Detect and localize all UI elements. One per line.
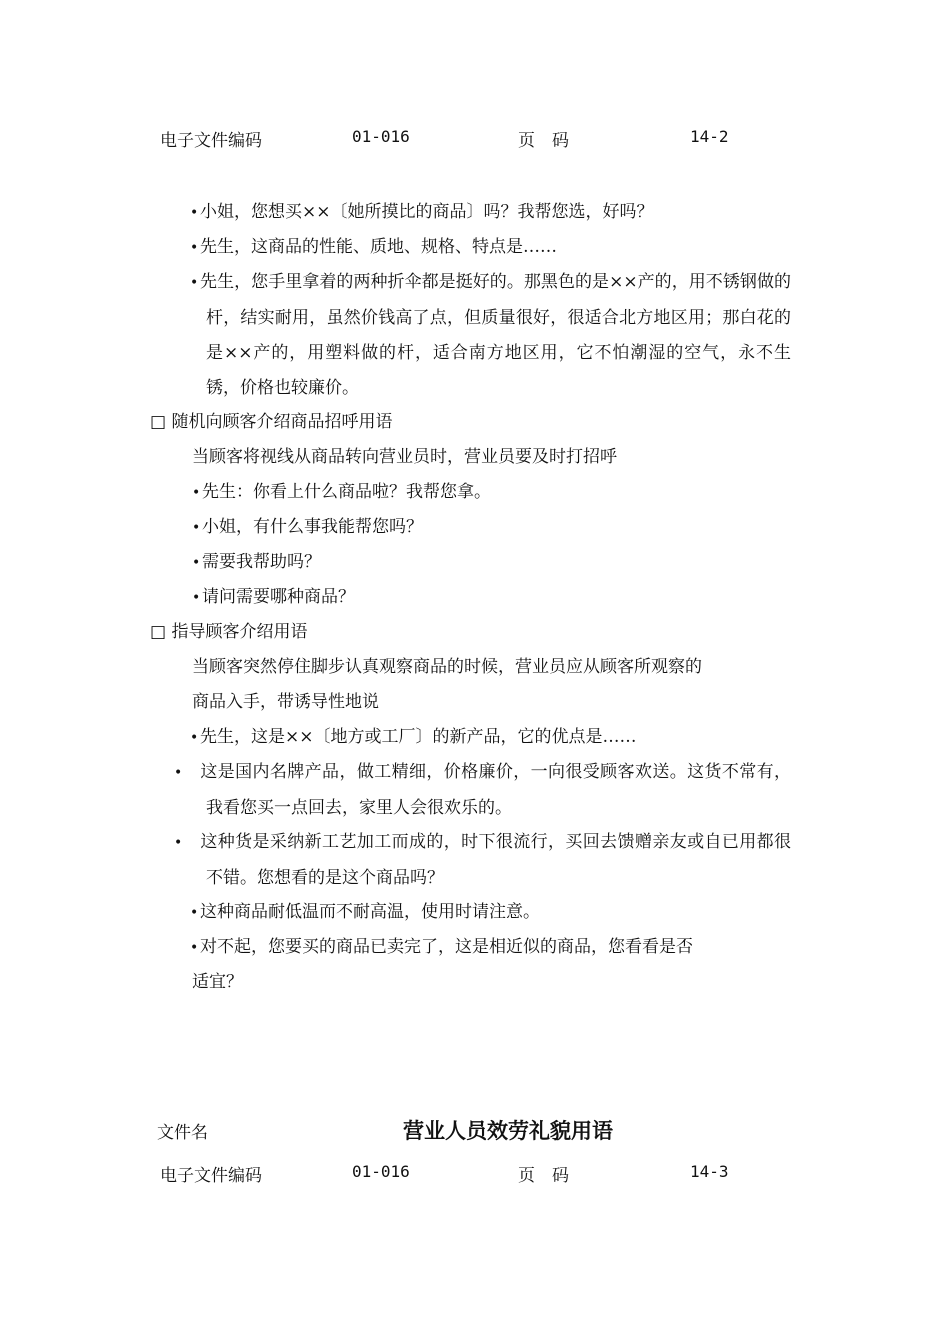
- bullet-item: [192, 510, 782, 546]
- bullet-text: 先生，这是××〔地方或工厂〕的新产品，它的优点是……: [200, 727, 637, 747]
- bullet-item: [192, 475, 782, 511]
- page-value: 14-3: [690, 1162, 729, 1181]
- bullet-dot-icon: •: [174, 765, 183, 781]
- code-label: 电子文件编码: [160, 131, 262, 151]
- bullet-text: 这种货是采纳新工艺加工而成的，时下很流行，买回去馈赠亲友或自已用都很不错。您想看的是这个商品吗？: [200, 832, 791, 888]
- bullet-dot-icon: •: [192, 590, 201, 606]
- bullet-dot-icon: •: [190, 905, 199, 921]
- document-title: 营业人员效劳礼貌用语: [403, 1119, 613, 1143]
- bullet-dot-icon: •: [190, 275, 199, 291]
- bullet-text: 对不起，您要买的商品已卖完了，这是相近似的商品，您看看是否: [200, 937, 693, 957]
- section-heading: □ 随机向顾客介绍商品招呼用语: [150, 412, 393, 432]
- bullet-item: [174, 825, 791, 896]
- bullet-item: [192, 545, 782, 581]
- bullet-text: 先生，您手里拿着的两种折伞都是挺好的。那黑色的是××产的，用不锈钢做的杆，结实耐用，虽然价钱高了点，但质量很好，很适合北方地区用；那白花的是××产的，用塑料做的杆，适合南方地区用，它不怕潮湿的空气，永不生锈，价格也较廉价。: [200, 272, 791, 398]
- bullet-dot-icon: •: [192, 485, 201, 501]
- bullet-text: 小姐，您想买××〔她所摸比的商品〕吗？我帮您选，好吗？: [200, 202, 654, 222]
- code-value: 01-016: [352, 1162, 410, 1181]
- bullet-item: [190, 930, 693, 966]
- bullet-text: 请问需要哪种商品？: [202, 587, 355, 607]
- bullet-item: [190, 720, 780, 756]
- section-lead: 当顾客突然停住脚步认真观察商品的时候，营业员应从顾客所观察的: [192, 657, 702, 677]
- bullet-dot-icon: •: [192, 520, 201, 536]
- bullet-text: 先生：你看上什么商品啦？我帮您拿。: [202, 482, 491, 502]
- bullet-text-continuation: 适宜？: [192, 972, 243, 992]
- section-lead: 商品入手，带诱导性地说: [192, 692, 379, 712]
- bullet-item: [174, 755, 791, 826]
- bullet-dot-icon: •: [190, 940, 199, 956]
- bullet-text: 先生，这商品的性能、质地、规格、特点是……: [200, 237, 557, 257]
- bullet-text: 小姐，有什么事我能帮您吗？: [202, 517, 423, 537]
- bullet-dot-icon: •: [192, 555, 201, 571]
- bullet-dot-icon: •: [190, 240, 199, 256]
- code-value: 01-016: [352, 127, 410, 146]
- bullet-dot-icon: •: [174, 835, 183, 851]
- bullet-item: [190, 195, 780, 231]
- page-label: 页 码: [518, 1166, 569, 1186]
- bullet-dot-icon: •: [190, 730, 199, 746]
- bullet-item: [192, 580, 782, 616]
- bullet-text: 这是国内名牌产品，做工精细，价格廉价，一向很受顾客欢送。这货不常有，我看您买一点回去，家里人会很欢乐的。: [200, 762, 791, 818]
- bullet-item: [190, 230, 780, 266]
- bullet-item: [190, 895, 780, 931]
- bullet-text: 需要我帮助吗？: [202, 552, 321, 572]
- bullet-text: 这种商品耐低温而不耐高温，使用时请注意。: [200, 902, 540, 922]
- section-lead: 当顾客将视线从商品转向营业员时，营业员要及时打招呼: [192, 447, 617, 467]
- bullet-dot-icon: •: [190, 205, 199, 221]
- code-label: 电子文件编码: [160, 1166, 262, 1186]
- section-heading: □ 指导顾客介绍用语: [150, 622, 308, 642]
- page-label: 页 码: [518, 131, 569, 151]
- bullet-item: [190, 265, 791, 406]
- page-value: 14-2: [690, 127, 729, 146]
- file-name-label: 文件名: [157, 1123, 208, 1143]
